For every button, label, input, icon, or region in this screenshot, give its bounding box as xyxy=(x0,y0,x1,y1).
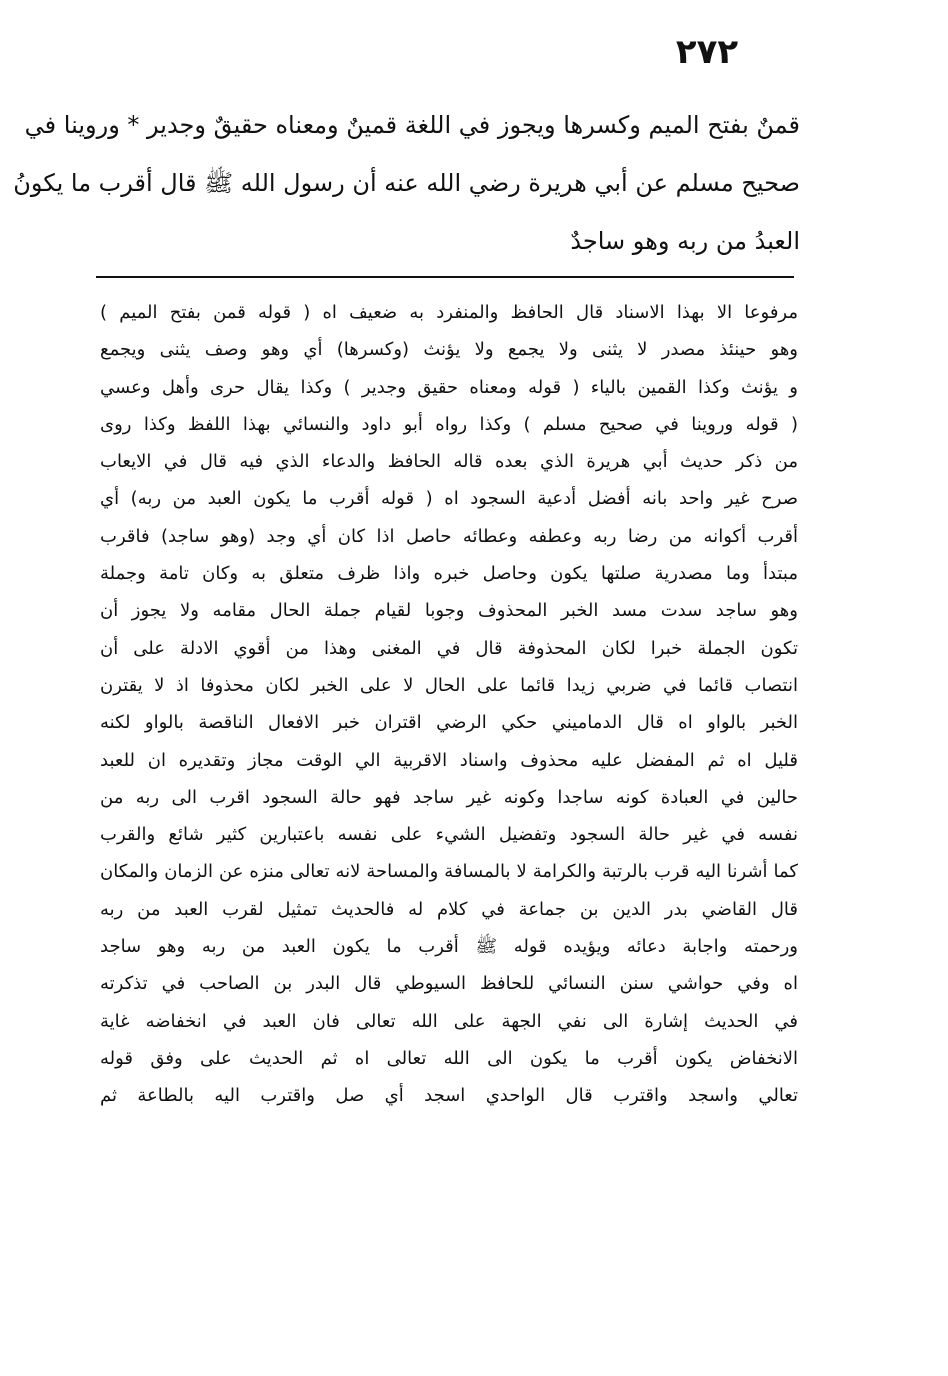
main-text-line: صحيح مسلم عن أبي هريرة رضي الله عنه أن رسول الله ﷺ قال أقرب ما يكونُ xyxy=(13,169,800,197)
commentary-line: قليل اه ثم المفضل عليه محذوف واسناد الاقربية الي الوقت مجاز وتقديره ان للعبد xyxy=(100,749,798,771)
commentary-line: قال القاضي بدر الدين بن جماعة في كلام له فالحديث تمثيل لقرب العبد من ربه xyxy=(100,898,798,920)
page-number: ٢٧٢ xyxy=(675,32,739,72)
main-text-line: قمنٌ بفتح الميم وكسرها ويجوز في اللغة قمينٌ ومعناه حقيقٌ وجدير * وروينا في xyxy=(24,111,800,139)
commentary-text xyxy=(100,294,798,1115)
commentary-line: حالين في العبادة كونه ساجدا وكونه غير ساجد فهو حالة السجود اقرب الى ربه من xyxy=(100,786,798,808)
commentary-line: و يؤنث وكذا القمين بالياء ( قوله ومعناه حقيق وجدير ) وكذا يقال حرى وأهل وعسي xyxy=(100,376,798,398)
commentary-line: نفسه في غير حالة السجود وتفضيل الشيء على نفسه باعتبارين كثير شائع والقرب xyxy=(100,824,798,846)
commentary-line: تعالي واسجد واقترب قال الواحدي اسجد أي صل واقترب اليه بالطاعة ثم xyxy=(100,1085,798,1107)
commentary-line: وهو حينئذ مصدر لا يثنى ولا يجمع ولا يؤنث (وكسرها) أي وهو وصف يثنى ويجمع xyxy=(100,339,798,361)
commentary-line: وهو ساجد سدت مسد الخبر المحذوف وجوبا لقيام جملة الحال مقامه ولا يجوز أن xyxy=(100,600,798,622)
commentary-line: مرفوعا الا بهذا الاسناد قال الحافظ والمنفرد به ضعيف اه ( قوله قمن بفتح الميم ) xyxy=(100,302,798,323)
commentary-line: في الحديث إشارة الى نفي الجهة على الله تعالى فان العبد في انخفاضه غاية xyxy=(100,1010,798,1032)
main-text xyxy=(13,96,800,270)
commentary-line: ورحمته واجابة دعائه ويؤيده قوله ﷺ أقرب ما يكون العبد من ربه وهو ساجد xyxy=(100,936,798,958)
commentary-line: كما أشرنا اليه قرب بالرتبة والكرامة لا بالمسافة والمساحة لانه تعالى منزه عن الزمان والمكان xyxy=(100,861,798,883)
main-text-line: العبدُ من ربه وهو ساجدٌ xyxy=(570,227,800,255)
section-divider xyxy=(96,276,794,278)
commentary-line: مبتدأ وما مصدرية صلتها يكون وحاصل خبره واذا ظرف متعلق به وكان تامة وجملة xyxy=(100,563,798,585)
commentary-line: الانخفاض يكون أقرب ما يكون الى الله تعالى اه ثم الحديث على وفق قوله xyxy=(100,1047,798,1069)
commentary-line: الخبر بالواو اه قال الدماميني حكي الرضي اقتران خبر الافعال الناقصة بالواو لكنه xyxy=(100,712,798,734)
commentary-line: تكون الجملة خبرا لكان المحذوفة قال في المغنى وهذا من أقوي الادلة على أن xyxy=(100,637,798,659)
commentary-line: ( قوله وروينا في صحيح مسلم ) وكذا رواه أبو داود والنسائي بهذا اللفظ وكذا روى xyxy=(100,413,798,435)
commentary-line: انتصاب قائما في ضربي زيدا قائما على الحال لا على الخبر لكان محذوفا اذ لا يقترن xyxy=(100,674,798,696)
commentary-line: أقرب أكوانه من رضا ربه وعطفه وعطائه حاصل اذا كان أي وجد (وهو ساجد) فاقرب xyxy=(100,525,798,547)
commentary-line: صرح غير واحد بانه أفضل أدعية السجود اه ( قوله أقرب ما يكون العبد من ربه) أي xyxy=(100,488,798,510)
commentary-line: من ذكر حديث أبي هريرة الذي بعده قاله الحافظ والدعاء الذي فيه قال في الايعاب xyxy=(100,451,798,473)
commentary-line: اه وفي حواشي سنن النسائي للحافظ السيوطي قال البدر بن الصاحب في تذكرته xyxy=(100,973,798,995)
